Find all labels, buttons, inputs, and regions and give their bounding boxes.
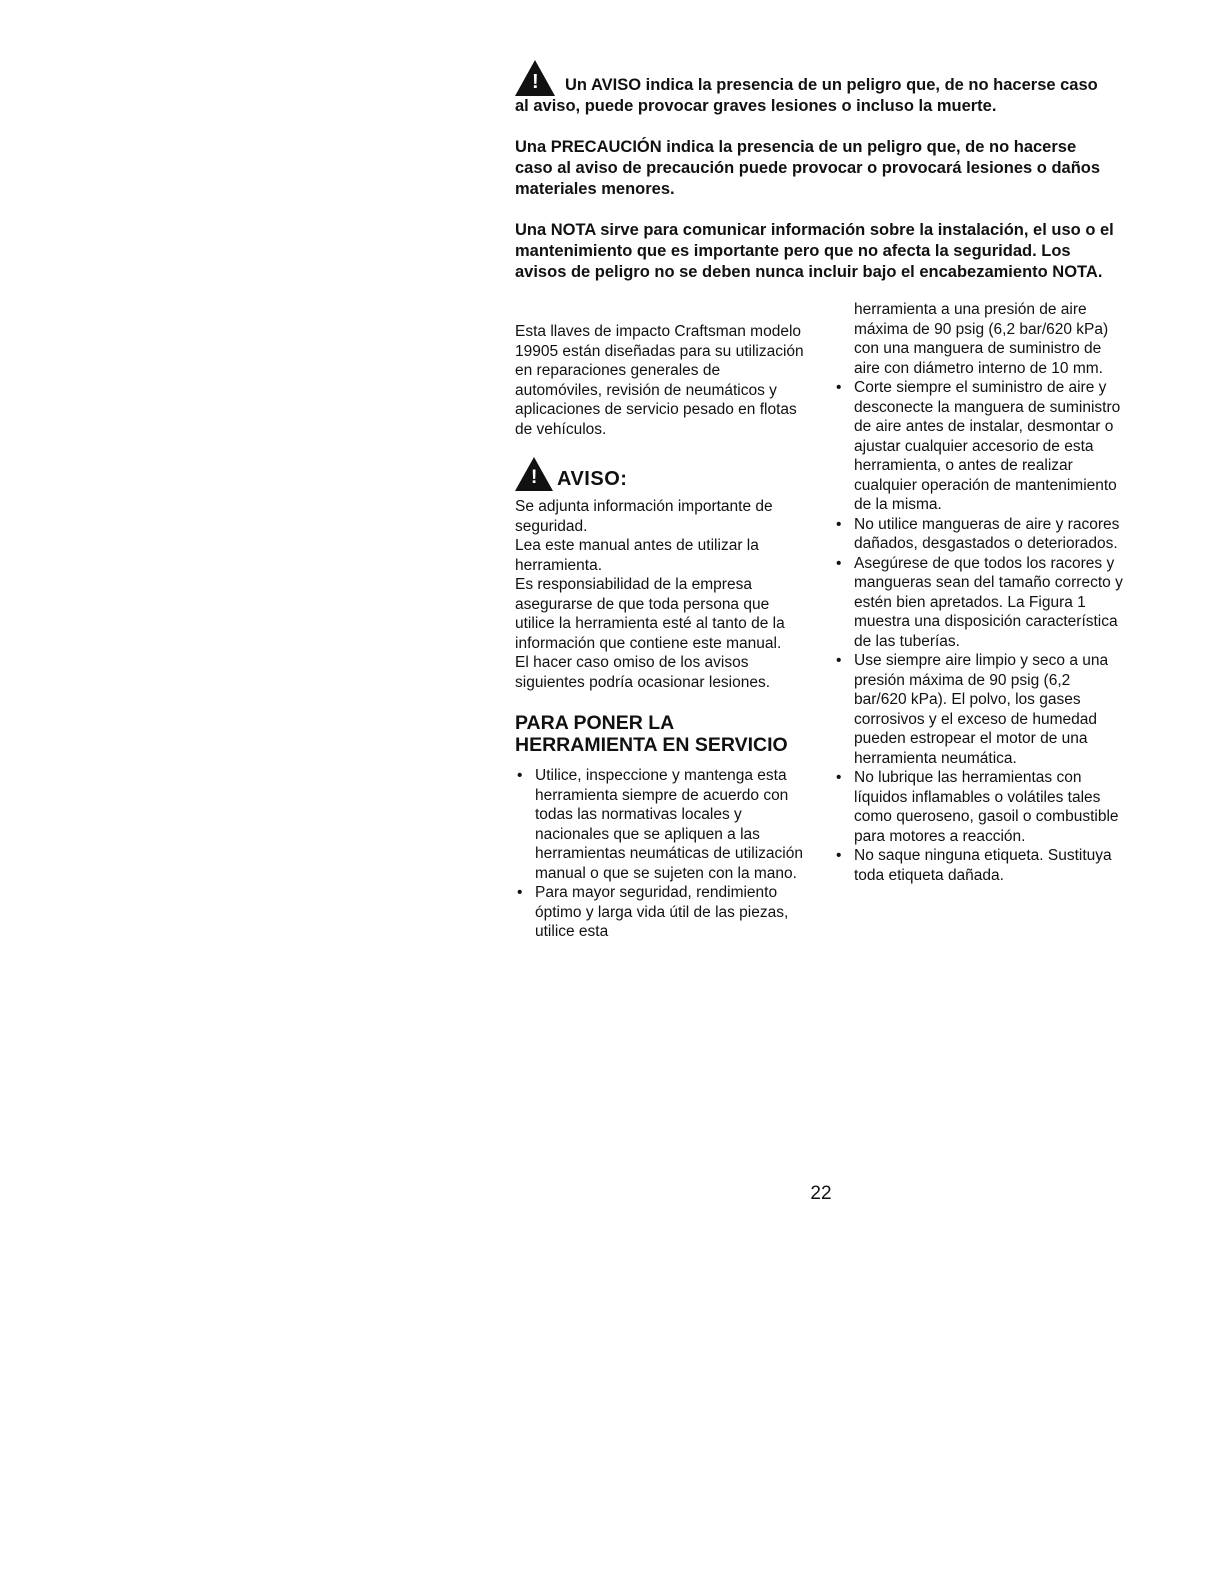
aviso-heading (515, 457, 811, 491)
right-column (834, 300, 1124, 885)
list-item: • No utilice mangueras de aire y racores dañados, desgastados o deteriorados. (834, 515, 1124, 554)
warning-line: Se adjunta información importante de seguridad. (515, 498, 773, 535)
list-item: • No lubrique las herramientas con líquidos inflamables o volátiles tales como queroseno, gasoil o combustible para motores a reacción. (834, 768, 1124, 846)
aviso-label: AVISO: (557, 468, 628, 490)
warning-triangle-icon: ! (515, 60, 555, 96)
nota-definition: Una NOTA sirve para comunicar información sobre la instalación, el uso o el mantenimiento que es importante pero que no afecta la seguridad. Los avisos de peligro no se deben nunca incluir bajo el encabezamiento NOTA. (515, 221, 1114, 281)
warning-line: Es responsiabilidad de la empresa asegurarse de que toda persona que utilice la herramienta esté al tanto de la información que contiene este manual. (515, 576, 785, 652)
page-number-row (0, 1183, 1224, 1205)
section-title: PARA PONER LA HERRAMIENTA EN SERVICIO (515, 712, 788, 756)
list-item: • Corte siempre el suministro de aire y desconecte la manguera de suministro de aire antes de instalar, desmontar o ajustar cualquier accesorio de esta herramienta, o antes de realizar cualquier operación de mantenimiento de la misma. (834, 378, 1124, 515)
precaucion-definition: Una PRECAUCIÓN indica la presencia de un peligro que, de no hacerse caso al aviso de precaución puede provocar o provocará lesiones o daños materiales menores. (515, 138, 1101, 198)
intro-paragraph: Esta llaves de impacto Craftsman modelo 19905 están diseñadas para su utilización en reparaciones generales de automóviles, revisión de neumáticos y aplicaciones de servicio pesado en flotas de vehículos. (515, 323, 804, 438)
warning-triangle-icon: ! (515, 457, 553, 491)
list-item: • Use siempre aire limpio y seco a una presión máxima de 90 psig (6,2 bar/620 kPa). El polvo, los gases corrosivos y el exceso de humedad pueden estropear el motor de una herramienta neumática. (834, 651, 1124, 768)
list-item: • Para mayor seguridad, rendimiento óptimo y larga vida útil de las piezas, utilice esta (515, 883, 811, 942)
list-item: • Utilice, inspeccione y mantenga esta herramienta siempre de acuerdo con todas las normativas locales y nacionales que se apliquen a las herramientas neumáticas de utilización manual o que se sujeten con la mano. (515, 766, 811, 883)
notice-definitions (515, 60, 1115, 303)
list-item: • No saque ninguna etiqueta. Sustituya toda etiqueta dañada. (834, 846, 1124, 885)
aviso-definition: ! Un AVISO indica la presencia de un peligro que, de no hacerse caso al aviso, puede provocar graves lesiones o incluso la muerte. (515, 60, 1115, 117)
bullet-continuation: herramienta a una presión de aire máxima de 90 psig (6,2 bar/620 kPa) con una manguera de suministro de aire con diámetro interno de 10 mm. (854, 301, 1109, 377)
left-column (515, 322, 811, 942)
warning-line: Lea este manual antes de utilizar la herramienta. (515, 537, 759, 574)
bullet-list (515, 766, 811, 942)
page-number: 22 (810, 1183, 832, 1204)
list-item: • Asegúrese de que todos los racores y mangueras sean del tamaño correcto y estén bien apretados. La Figura 1 muestra una disposición característica de las tuberías. (834, 554, 1124, 652)
warning-line: El hacer caso omiso de los avisos siguientes podría ocasionar lesiones. (515, 654, 771, 691)
bullet-list (834, 378, 1124, 885)
